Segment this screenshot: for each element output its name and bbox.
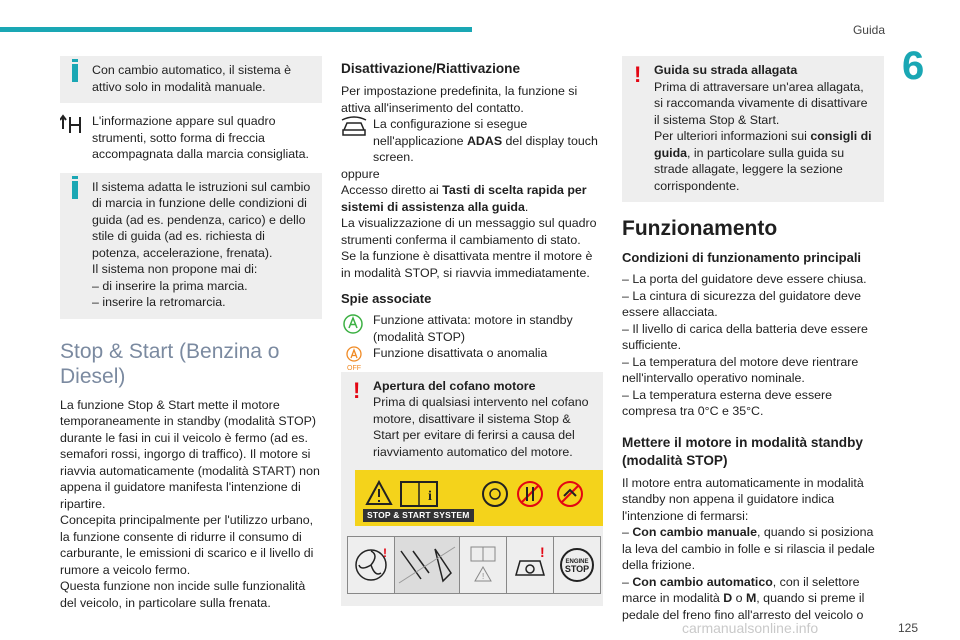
- list-item: – La porta del guidatore deve essere chiusa.: [622, 272, 867, 286]
- column-right: [622, 56, 884, 623]
- list-item: – La temperatura esterna deve essere compresa tra 0°C e 35°C.: [622, 387, 833, 418]
- svg-text:!: !: [482, 572, 485, 581]
- svg-text:OFF: OFF: [347, 365, 361, 371]
- column-left: [60, 56, 322, 611]
- list-item: – La cintura di sicurezza del guidatore deve essere allacciata.: [622, 288, 862, 319]
- warning-light-row: [341, 312, 603, 345]
- manual-warning-icon: [463, 543, 503, 587]
- subsection-title: Disattivazione/Riattivazione: [341, 61, 521, 76]
- gear-text: L'informazione appare sul quadro strumenti, sotto forma di freccia accompagnata dalla marcia consigliata.: [92, 114, 309, 161]
- warning-box-flooded-road: [622, 56, 884, 202]
- section-title: Stop & Start (Benzina o Diesel): [60, 339, 280, 388]
- column-middle: [341, 56, 603, 606]
- body-text: La visualizzazione di un messaggio sul quadro strumenti conferma il cambiamento di stato.: [341, 216, 597, 247]
- body-text: Il motore entra automaticamente in modalità standby non appena il guidatore indica l'intenzione di fermarsi:: [622, 475, 864, 523]
- adas-config-row: [341, 116, 603, 166]
- warning-exclamation-icon: !: [634, 62, 642, 87]
- list-item: – La temperatura del motore deve rientrare nell'intervallo operativo nominale.: [622, 354, 859, 385]
- warning-exclamation-icon: !: [353, 377, 361, 403]
- body-text: Per impostazione predefinita, la funzione si attiva all'inserimento del contatto.: [341, 84, 578, 115]
- body-text: La configurazione si esegue nell'applicazione ADAS del display touch screen.: [373, 117, 598, 164]
- list-item: – Con cambio automatico, con il selettore marce in modalità D o M, quando si preme il pedale del freno fino all'arresto del veicolo o: [622, 574, 865, 622]
- svg-text:ENGINE: ENGINE: [565, 559, 589, 565]
- stop-start-active-icon: [341, 312, 365, 336]
- page-number: 125: [897, 620, 918, 635]
- warning-text: Prima di qualsiasi intervento nel cofano motore, disattivare il sistema Stop & Start per evitare di ferirsi a causa del riavviamento automatico del motore.: [373, 395, 589, 459]
- svg-text:!: !: [383, 546, 387, 560]
- header-title: Guida: [852, 23, 885, 37]
- pictogram-fan: [348, 537, 395, 593]
- body-text: oppure: [341, 166, 380, 181]
- body-text: La funzione Stop & Start mette il motore temporaneamente in standby (modalità STOP) durante le fasi in cui il veicolo è fermo (ad es. semafori rossi, ingorgo di traffico). Il motore si riavvia automaticamente (modalità START) non appena il guidatore manifesta l'intenzione di ripartire.: [60, 397, 320, 511]
- fan-icon: [351, 545, 391, 585]
- engine-stop-button-icon: [555, 543, 599, 587]
- list-item: – di inserire la prima marcia.: [92, 278, 248, 293]
- info-box-automatic: [60, 56, 322, 103]
- no-hands-icon: [395, 543, 459, 587]
- info-box-system: [60, 173, 322, 319]
- info-text: Il sistema non propone mai di:: [92, 262, 258, 276]
- pictogram-engine: [507, 537, 554, 593]
- info-text: Il sistema adatta le istruzioni sul cambio di marcia in funzione delle condizioni di guida (ad es. pendenza, carico) e dello stile di guida (ad es. richiesta di potenza, accelerazione, frenata).: [92, 179, 311, 260]
- pictogram-no-hands: [395, 537, 460, 593]
- info-icon: [72, 64, 78, 82]
- sticker-label: STOP & START SYSTEM: [363, 509, 474, 522]
- warning-box-bonnet: [341, 372, 603, 607]
- pictogram-strip: [347, 536, 601, 594]
- list-item: – inserire la retromarcia.: [92, 295, 226, 309]
- svg-text:STOP: STOP: [564, 564, 590, 574]
- list-item: – Il livello di carica della batteria deve essere sufficiente.: [622, 321, 868, 352]
- gear-indicator-row: [60, 113, 322, 163]
- stop-start-sticker: [355, 470, 603, 526]
- list-item: – Con cambio manuale, quando si posiziona la leva del cambio in folle e si rilascia il pedale della frizione.: [622, 525, 875, 572]
- warning-text: Prima di attraversare un'area allagata, si raccomanda vivamente di disattivare il sistema Stop & Start.: [654, 79, 868, 127]
- info-text: Con cambio automatico, il sistema è attivo solo in modalità manuale.: [92, 63, 292, 94]
- svg-text:i: i: [428, 489, 432, 504]
- warning-title: Guida su strada allagata: [654, 63, 798, 77]
- gear-shift-icon: [60, 113, 86, 139]
- pictogram-manual: [460, 537, 507, 593]
- body-text: Accesso diretto ai Tasti di scelta rapida per sistemi di assistenza alla guida.: [341, 183, 587, 214]
- header-accent-bar: [0, 27, 472, 32]
- subsection-title: Spie associate: [341, 291, 432, 306]
- body-text: Funzione disattivata o anomalia: [373, 346, 548, 360]
- warning-light-row: [341, 345, 603, 371]
- pictogram-engine-stop: [554, 537, 600, 593]
- engine-hood-icon: [510, 545, 550, 585]
- body-text: Concepita principalmente per l'utilizzo urbano, la funzione consente di ridurre il consumo di carburante, le emissioni di scarico e il livello di rumore a veicolo fermo.: [60, 513, 314, 577]
- body-text: Questa funzione non incide sulle funzionalità del veicolo, in particolare sulla frenata.: [60, 579, 306, 610]
- body-text: Se la funzione è disattivata mentre il motore è in modalità STOP, si riavvia immediatamente.: [341, 249, 593, 280]
- subsection-title: Condizioni di funzionamento principali: [622, 250, 862, 265]
- svg-text:!: !: [540, 545, 545, 560]
- body-text: Funzione attivata: motore in standby (modalità STOP): [373, 313, 573, 344]
- subsection-title: Mettere il motore in modalità standby (modalità STOP): [622, 434, 863, 468]
- watermark: carmanualsonline.info: [682, 619, 819, 636]
- warning-title: Apertura del cofano motore: [373, 378, 536, 393]
- section-title: Funzionamento: [622, 217, 778, 240]
- warning-text: Per ulteriori informazioni sui consigli di guida, in particolare sulla guida su strade allagate, leggere la sezione corrispondente.: [654, 129, 872, 193]
- info-icon: [72, 181, 78, 199]
- stop-start-off-icon: [341, 345, 367, 371]
- car-adas-icon: [341, 116, 367, 138]
- chapter-number: 6: [902, 44, 925, 88]
